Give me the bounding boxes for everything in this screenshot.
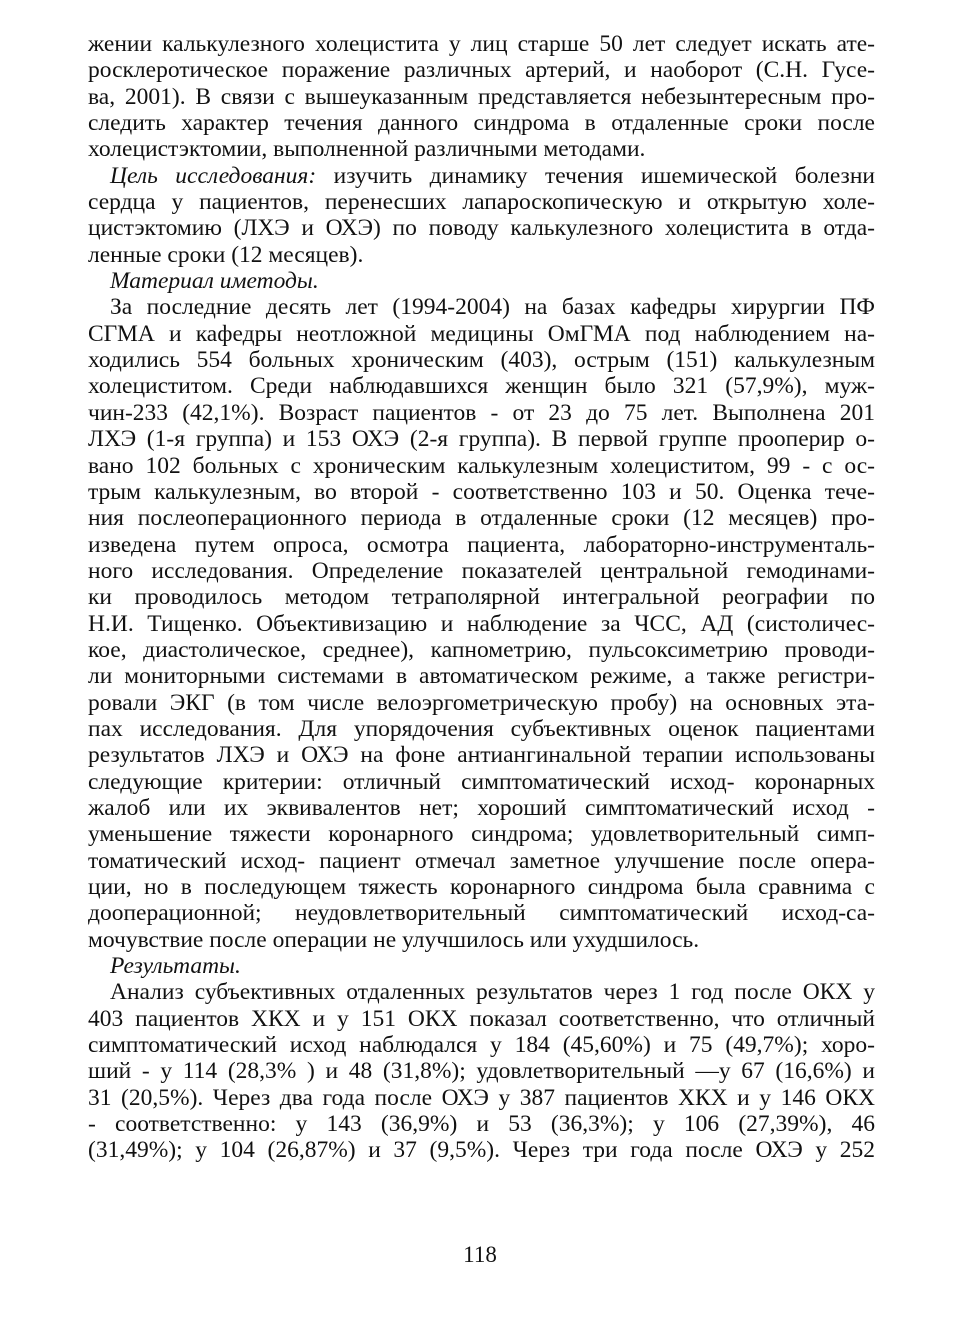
line-text: росклеротическое поражение различных артерий, и наоборот (С.Н. Гусе-	[88, 57, 875, 84]
line-text: ший - у 114 (28,3% ) и 48 (31,8%); удовлетворительный —у 67 (16,6%) и	[88, 1058, 875, 1085]
text-line	[88, 927, 875, 953]
section-label: Материал иметоды.	[110, 268, 319, 295]
text-line	[88, 532, 875, 558]
line-text: - соответственно: у 143 (36,9%) и 53 (36,3%); у 106 (27,39%), 46	[88, 1111, 875, 1138]
line-text: мочувствие после операции не улучшилось или ухудшилось.	[88, 926, 700, 953]
line-text: симптоматический исход наблюдался у 184 (45,60%) и 75 (49,7%); хоро-	[88, 1032, 875, 1059]
text-line	[88, 31, 875, 57]
text-line	[88, 1137, 875, 1163]
text-line	[88, 453, 875, 479]
text-line	[88, 57, 875, 83]
body-text	[88, 31, 875, 1164]
text-line	[88, 479, 875, 505]
line-text: чин-233 (42,1%). Возраст пациентов - от 23 до 75 лет. Выполнена 201	[88, 399, 875, 426]
line-text: томатический исход- пациент отмечал заметное улучшение после опера-	[88, 847, 875, 874]
text-line	[88, 321, 875, 347]
line-text: холецистэктомии, выполненной различными методами.	[88, 136, 646, 163]
text-line	[88, 953, 875, 979]
line-text: (31,49%); у 104 (26,87%) и 37 (9,5%). Через три года после ОХЭ у 252	[88, 1137, 875, 1164]
text-line	[88, 163, 875, 189]
page-number: 118	[463, 1242, 497, 1267]
text-line	[88, 1111, 875, 1137]
text-line	[88, 242, 875, 268]
text-line	[88, 874, 875, 900]
line-text: жении калькулезного холецистита у лиц старше 50 лет следует искать ате-	[88, 31, 875, 57]
section-label: Цель исследования:	[110, 162, 317, 189]
section-label: Результаты.	[110, 953, 241, 980]
text-line	[88, 426, 875, 452]
text-line	[88, 268, 875, 294]
text-line	[88, 663, 875, 689]
line-text: Анализ субъективных отдаленных результатов через 1 год после ОКХ у	[110, 979, 875, 1006]
line-text: За последние десять лет (1994-2004) на базах кафедры хирургии ПФ	[110, 294, 875, 321]
text-line	[88, 84, 875, 110]
line-text: 403 пациентов ХКХ и у 151 ОКХ показал соответственно, что отличный	[88, 1005, 875, 1032]
line-text: ного исследования. Определение показателей центральной гемодинами-	[88, 557, 875, 584]
line-text: ровали ЭКГ (в том числе велоэргометрическую пробу) на основных эта-	[88, 689, 875, 716]
line-text: 31 (20,5%). Через два года после ОХЭ у 387 пациентов ХКХ и у 146 ОКХ	[88, 1084, 875, 1111]
text-line	[88, 769, 875, 795]
line-text: ли мониторными системами в автоматическом режиме, а также регистри-	[88, 663, 875, 690]
line-text: СГМА и кафедры неотложной медицины ОмГМА под наблюдением на-	[88, 320, 875, 347]
line-text: результатов ЛХЭ и ОХЭ на фоне антиангинальной терапии использованы	[88, 742, 875, 769]
text-line	[88, 505, 875, 531]
line-text: сердца у пациентов, перенесших лапароскопическую и открытую холе-	[88, 189, 875, 216]
line-text: жалоб или их эквивалентов нет; хороший симптоматический исход -	[88, 794, 875, 821]
line-text: ленные сроки (12 месяцев).	[88, 241, 364, 268]
text-line	[88, 690, 875, 716]
line-text: цистэктомию (ЛХЭ и ОХЭ) по поводу калькулезного холецистита в отда-	[88, 215, 875, 242]
text-line	[88, 821, 875, 847]
text-line	[88, 215, 875, 241]
text-line	[88, 347, 875, 373]
line-text: трым калькулезным, во второй - соответственно 103 и 50. Оценка тече-	[88, 478, 875, 505]
line-text: следить характер течения данного синдрома в отдаленные сроки после	[88, 110, 875, 137]
text-line	[88, 979, 875, 1005]
text-line	[88, 110, 875, 136]
text-line	[88, 742, 875, 768]
text-line	[88, 900, 875, 926]
line-text: изведена путем опроса, осмотра пациента, лабораторно-инструменталь-	[88, 531, 875, 558]
line-text: кое, диастолическое, среднее), капнометрию, пульсоксиметрию проводи-	[88, 636, 875, 663]
line-text: ния послеоперационного периода в отдаленные сроки (12 месяцев) про-	[88, 505, 875, 532]
line-text: Н.И. Тищенко. Объективизацию и наблюдение за ЧСС, АД (систоличес-	[88, 610, 875, 637]
text-line	[88, 294, 875, 320]
text-line	[88, 1085, 875, 1111]
text-line	[88, 795, 875, 821]
line-text: следующие критерии: отличный симптоматический исход- коронарных	[88, 768, 875, 795]
line-text: ва, 2001). В связи с вышеуказанным представляется небезынтересным про-	[88, 83, 875, 110]
text-line	[88, 189, 875, 215]
line-text: ходились 554 больных хроническим (403), острым (151) калькулезным	[88, 347, 875, 374]
text-line	[88, 558, 875, 584]
text-line	[88, 637, 875, 663]
text-line	[88, 373, 875, 399]
text-line	[88, 400, 875, 426]
text-line	[88, 584, 875, 610]
text-line	[88, 1006, 875, 1032]
line-text: ки проводилось методом тетраполярной интегральной реографии по	[88, 584, 875, 611]
text-line	[88, 1058, 875, 1084]
line-text: уменьшение тяжести коронарного синдрома; удовлетворительный симп-	[88, 821, 875, 848]
line-text: ЛХЭ (1-я группа) и 153 ОХЭ (2-я группа). В первой группе прооперир о-	[88, 426, 875, 453]
text-line	[88, 716, 875, 742]
line-text: холециститом. Среди наблюдавшихся женщин было 321 (57,9%), муж-	[88, 373, 875, 400]
line-text: ции, но в последующем тяжесть коронарного синдрома была сравнима с	[88, 874, 875, 900]
line-text: дооперационной; неудовлетворительный симптоматический исход-са-	[88, 900, 875, 927]
line-text: пах исследования. Для упорядочения субъективных оценок пациентами	[88, 715, 875, 742]
text-line	[88, 1032, 875, 1058]
text-line	[88, 136, 875, 162]
line-text: изучить динамику течения ишемической болезни	[316, 162, 875, 189]
line-text: вано 102 больных с хроническим калькулезным холециститом, 99 - с ос-	[88, 452, 875, 479]
text-line	[88, 848, 875, 874]
text-line	[88, 611, 875, 637]
